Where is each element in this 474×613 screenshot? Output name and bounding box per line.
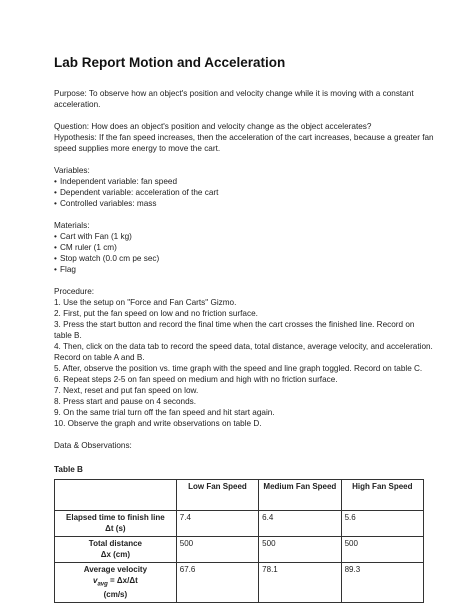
data-heading: Data & Observations:	[54, 441, 132, 450]
table-cell: 67.6	[176, 563, 258, 603]
page-title: Lab Report Motion and Acceleration	[54, 55, 286, 70]
row-label: Average velocity $v_{avg} = \Delta x/\Delta t$ (cm/s)	[55, 563, 177, 603]
table-cell: 89.3	[341, 563, 423, 603]
procedure-step: 4. Then, click on the data tab to record the speed data, total distance, average velocity, and acceleration. Record on table A and B.	[54, 342, 433, 362]
hypothesis-text: Hypothesis: If the fan speed increases, then the acceleration of the cart increases, because a greater fan speed supplies more energy to move the cart.	[54, 133, 434, 153]
table-row	[55, 537, 424, 563]
table-row	[55, 563, 424, 603]
table-title: Table B	[54, 465, 83, 474]
table-header-cell: Medium Fan Speed	[259, 480, 341, 511]
procedure-step: 2. First, put the fan speed on low and no friction surface.	[54, 309, 258, 318]
table-header-cell	[55, 480, 177, 511]
table-cell: 500	[176, 537, 258, 563]
procedure-list	[54, 297, 434, 429]
question-text: Question: How does an object's position and velocity change as the object accelerates?	[54, 122, 372, 131]
procedure-step: 10. Observe the graph and write observations on table D.	[54, 419, 262, 428]
list-item: • Flag	[54, 264, 434, 275]
materials-heading: Materials:	[54, 221, 90, 230]
procedure-heading: Procedure:	[54, 287, 95, 296]
procedure-step: 6. Repeat steps 2-5 on fan speed on medium and high with no friction surface.	[54, 375, 338, 384]
purpose-text: Purpose: To observe how an object's position and velocity change while it is moving with a constant acceleration.	[54, 89, 414, 109]
procedure-step: 1. Use the setup on "Force and Fan Carts" Gizmo.	[54, 298, 237, 307]
list-item: • Stop watch (0.0 cm pe sec)	[54, 253, 434, 264]
table-cell: 500	[341, 537, 423, 563]
procedure-step: 3. Press the start button and record the final time when the cart crosses the finished line. Record on table B.	[54, 320, 415, 340]
list-item: • Independent variable: fan speed	[54, 176, 434, 187]
list-item: • Controlled variables: mass	[54, 198, 434, 209]
table-header-cell: High Fan Speed	[341, 480, 423, 511]
table-row	[55, 511, 424, 537]
table-cell: 78.1	[259, 563, 341, 603]
procedure-step: 7. Next, reset and put fan speed on low.	[54, 386, 199, 395]
row-label: Elapsed time to finish line Δt (s)	[55, 511, 177, 537]
list-item: • CM ruler (1 cm)	[54, 242, 434, 253]
table-cell: 6.4	[259, 511, 341, 537]
procedure-step: 8. Press start and pause on 4 seconds.	[54, 397, 197, 406]
question-hypothesis	[54, 121, 434, 154]
table-cell: 7.4	[176, 511, 258, 537]
table-cell: 500	[259, 537, 341, 563]
procedure-step: 9. On the same trial turn off the fan speed and hit start again.	[54, 408, 275, 417]
list-item: • Cart with Fan (1 kg)	[54, 231, 434, 242]
list-item: • Dependent variable: acceleration of the cart	[54, 187, 434, 198]
table-header-cell: Low Fan Speed	[176, 480, 258, 511]
procedure-step: 5. After, observe the position vs. time graph with the speed and line graph toggled. Record on table C.	[54, 364, 423, 373]
row-label: Total distance Δx (cm)	[55, 537, 177, 563]
variables-list	[54, 176, 434, 209]
materials-list	[54, 231, 434, 275]
document-page	[54, 55, 434, 603]
table-cell: 5.6	[341, 511, 423, 537]
data-table	[54, 479, 424, 603]
variables-heading: Variables:	[54, 166, 90, 175]
table-header-row	[55, 480, 424, 511]
